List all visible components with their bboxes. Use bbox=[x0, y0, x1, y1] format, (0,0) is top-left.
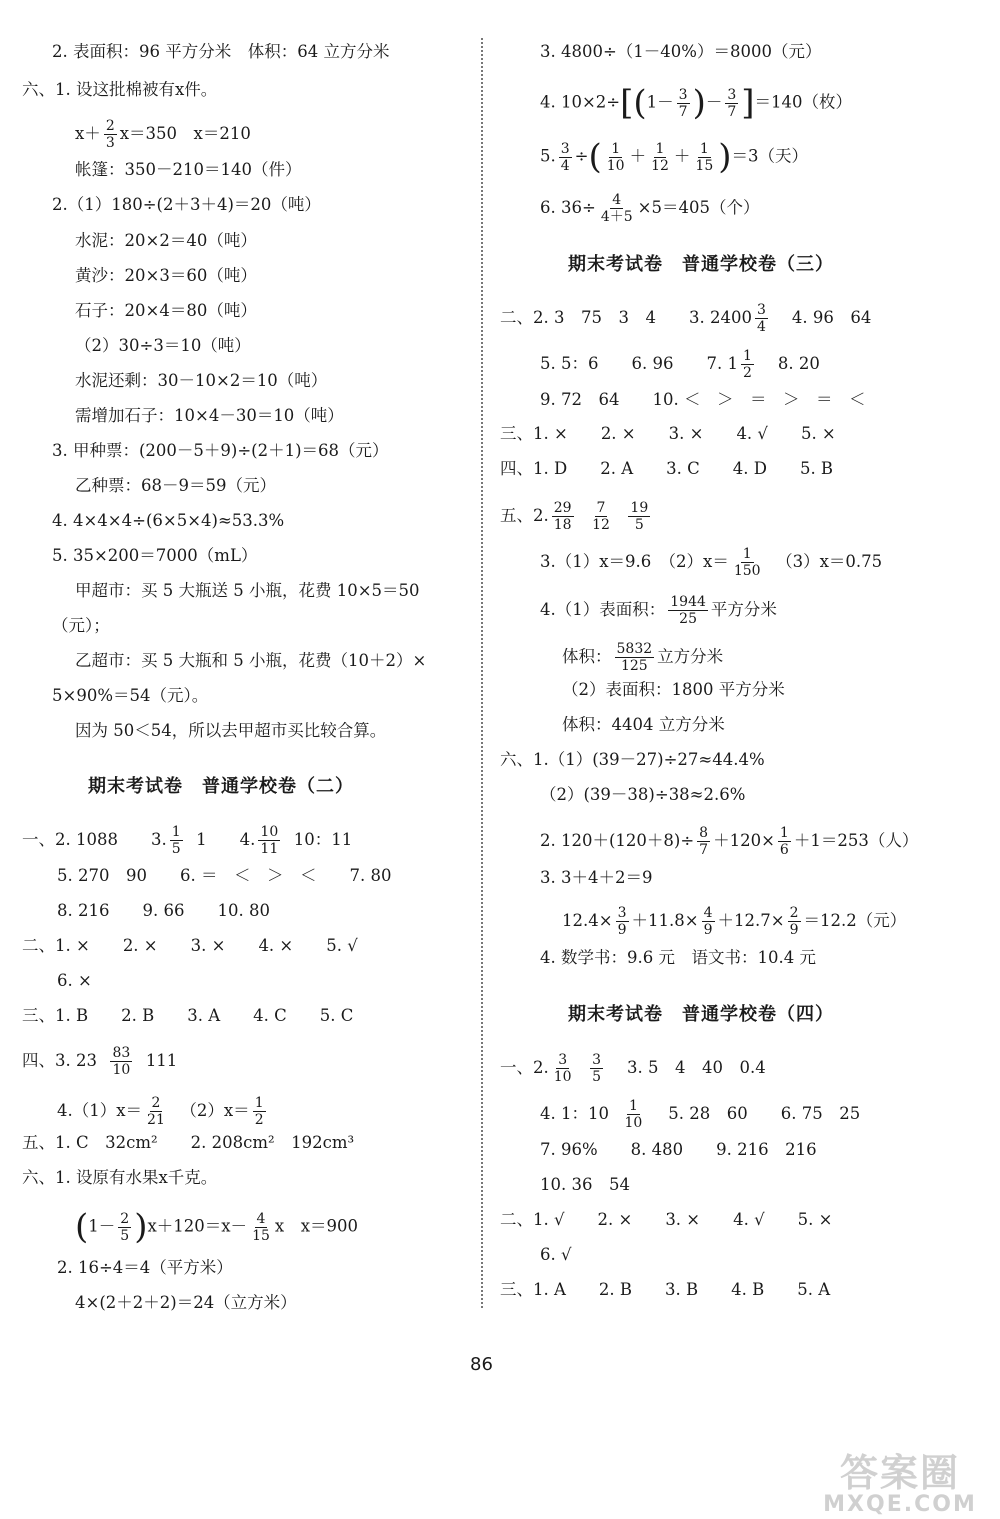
answer-line: 甲超市：买 5 大瓶送 5 小瓶，花费 10×5＝50 bbox=[75, 581, 420, 600]
answer-line: 二、2. 3 75 3 4 3. 2400 $\frac{3}{4}$ 4. 96 64 bbox=[500, 302, 872, 335]
column-divider bbox=[481, 38, 483, 1308]
answer-line: 5. 35×200＝7000（mL） bbox=[52, 546, 258, 565]
answer-line: (1－ $\frac{2}{5}$ )x＋120＝x－ $\frac{4}{15}$ x x＝900 bbox=[75, 1207, 358, 1247]
answer-line: 体积： $\frac{5832}{125}$ 立方分米 bbox=[562, 641, 724, 674]
answer-line: 一、2. 1088 3. $\frac{1}{5}$ 1 4. $\frac{10}{11}$ 10：11 bbox=[22, 824, 353, 857]
answer-line: 2. 16÷4＝4（平方米） bbox=[57, 1258, 233, 1277]
answer-line: 石子：20×4＝80（吨） bbox=[75, 301, 257, 320]
page-number: 86 bbox=[470, 1354, 493, 1375]
section-heading: 期末考试卷 普通学校卷（三） bbox=[568, 254, 834, 275]
answer-line: 8. 216 9. 66 10. 80 bbox=[57, 901, 270, 920]
answer-line: 4. 数学书：9.6 元 语文书：10.4 元 bbox=[540, 948, 816, 967]
answer-line: 水泥：20×2＝40（吨） bbox=[75, 231, 257, 250]
answer-line: 乙种票：68－9＝59（元） bbox=[75, 476, 276, 495]
watermark-url: MXQE.COM bbox=[823, 1491, 977, 1517]
answer-line: 7. 96% 8. 480 9. 216 216 bbox=[540, 1140, 817, 1159]
answer-line: 3. 甲种票：(200－5＋9)÷(2＋1)＝68（元） bbox=[52, 441, 389, 460]
answer-line: 五、2. $\frac{29}{18}$ $\frac{7}{12}$ $\frac{19}{5}$ bbox=[500, 500, 649, 533]
answer-line: 黄沙：20×3＝60（吨） bbox=[75, 266, 257, 285]
answer-line: 2. 表面积：96 平方分米 体积：64 立方分米 bbox=[52, 42, 390, 61]
answer-line: 三、1. A 2. B 3. B 4. B 5. A bbox=[500, 1280, 831, 1299]
answer-line: 二、1. × 2. × 3. × 4. × 5. √ bbox=[22, 936, 358, 955]
answer-line: 三、1. × 2. × 3. × 4. √ 5. × bbox=[500, 424, 836, 443]
answer-line: 2.（1）180÷(2＋3＋4)＝20（吨） bbox=[52, 195, 321, 214]
answer-line: 三、1. B 2. B 3. A 4. C 5. C bbox=[22, 1006, 354, 1025]
answer-line: 3.（1）x＝9.6 （2）x＝ $\frac{1}{150}$ （3）x＝0.75 bbox=[540, 546, 883, 579]
answer-line: 4.（1）x＝ $\frac{2}{21}$ （2）x＝ $\frac{1}{2}$ bbox=[57, 1095, 264, 1128]
answer-line: 五、1. C 32cm² 2. 208cm² 192cm³ bbox=[22, 1133, 355, 1152]
answer-line: 4. 1：10 $\frac{1}{10}$ 5. 28 60 6. 75 25 bbox=[540, 1098, 861, 1131]
answer-line: 4. 4×4×4÷(6×5×4)≈53.3% bbox=[52, 511, 285, 530]
answer-line: 一、2. $\frac{3}{10}$ $\frac{3}{5}$ 3. 5 4 40 0.4 bbox=[500, 1052, 766, 1085]
answer-line: （2）表面积：1800 平方分米 bbox=[562, 680, 785, 699]
answer-line: 5. $\frac{3}{4}$ ÷( $\frac{1}{10}$ ＋ $\frac{1}{12}$ ＋ $\frac{1}{15}$ )＝3（天） bbox=[540, 137, 809, 177]
watermark-title: 答案圈 bbox=[839, 1450, 960, 1495]
answer-line: 4.（1）表面积： $\frac{1944}{25}$ 平方分米 bbox=[540, 594, 777, 627]
answer-line: 4×(2＋2＋2)＝24（立方米） bbox=[75, 1293, 297, 1312]
answer-line: 4. 10×2÷[(1－ $\frac{3}{7}$ )－ $\frac{3}{7}$ ]＝140（枚） bbox=[540, 83, 853, 123]
answer-line: （2）30÷3＝10（吨） bbox=[75, 336, 251, 355]
answer-line: 6. √ bbox=[540, 1245, 572, 1264]
answer-line: 5×90%＝54（元）。 bbox=[52, 686, 209, 705]
answer-line: 3. 4800÷（1－40%）＝8000（元） bbox=[540, 42, 822, 61]
answer-line: 6. 36÷ $\frac{4}{4+5}$ ×5＝405（个） bbox=[540, 192, 760, 225]
answer-line: 5. 5：6 6. 96 7. 1 $\frac{1}{2}$ 8. 20 bbox=[540, 348, 820, 381]
answer-line: 水泥还剩：30－10×2＝10（吨） bbox=[75, 371, 328, 390]
answer-line: 12.4× $\frac{3}{9}$ ＋11.8× $\frac{4}{9}$ ＋12.7× $\frac{2}{9}$ ＝12.2（元） bbox=[562, 905, 907, 938]
answer-line: 2. 120＋(120＋8)÷ $\frac{8}{7}$ ＋120× $\frac{1}{6}$ ＋1＝253（人） bbox=[540, 825, 919, 858]
answer-line: （元）； bbox=[52, 616, 110, 635]
answer-line: 体积：4404 立方分米 bbox=[562, 715, 725, 734]
answer-line: 六、1. 设这批棉被有x件。 bbox=[22, 80, 218, 99]
answer-line: 因为 50＜54，所以去甲超市买比较合算。 bbox=[75, 721, 387, 740]
section-heading: 期末考试卷 普通学校卷（四） bbox=[568, 1004, 834, 1025]
answer-line: 乙超市：买 5 大瓶和 5 小瓶，花费（10＋2）× bbox=[75, 651, 427, 670]
answer-line: 帐篷：350－210＝140（件） bbox=[75, 160, 302, 179]
answer-line: 四、3. 23 $\frac{83}{10}$ 111 bbox=[22, 1045, 178, 1078]
section-heading: 期末考试卷 普通学校卷（二） bbox=[88, 776, 354, 797]
watermark-logo bbox=[800, 1450, 1000, 1519]
answer-line: 9. 72 64 10. ＜ ＞ ＝ ＞ ＝ ＜ bbox=[540, 390, 866, 409]
answer-line: 3. 3＋4＋2＝9 bbox=[540, 868, 653, 887]
answer-line: 四、1. D 2. A 3. C 4. D 5. B bbox=[500, 459, 834, 478]
answer-line: 六、1.（1）(39－27)÷27≈44.4% bbox=[500, 750, 765, 769]
answer-line: x＋ $\frac{2}{3}$ x＝350 x＝210 bbox=[75, 118, 251, 151]
answer-line: 需增加石子：10×4－30＝10（吨） bbox=[75, 406, 344, 425]
answer-line: 二、1. √ 2. × 3. × 4. √ 5. × bbox=[500, 1210, 833, 1229]
answer-line: 6. × bbox=[57, 971, 92, 990]
answer-line: 5. 270 90 6. ＝ ＜ ＞ ＜ 7. 80 bbox=[57, 866, 392, 885]
answer-line: 六、1. 设原有水果x千克。 bbox=[22, 1168, 218, 1187]
answer-line: 10. 36 54 bbox=[540, 1175, 630, 1194]
answer-line: （2）(39－38)÷38≈2.6% bbox=[540, 785, 746, 804]
